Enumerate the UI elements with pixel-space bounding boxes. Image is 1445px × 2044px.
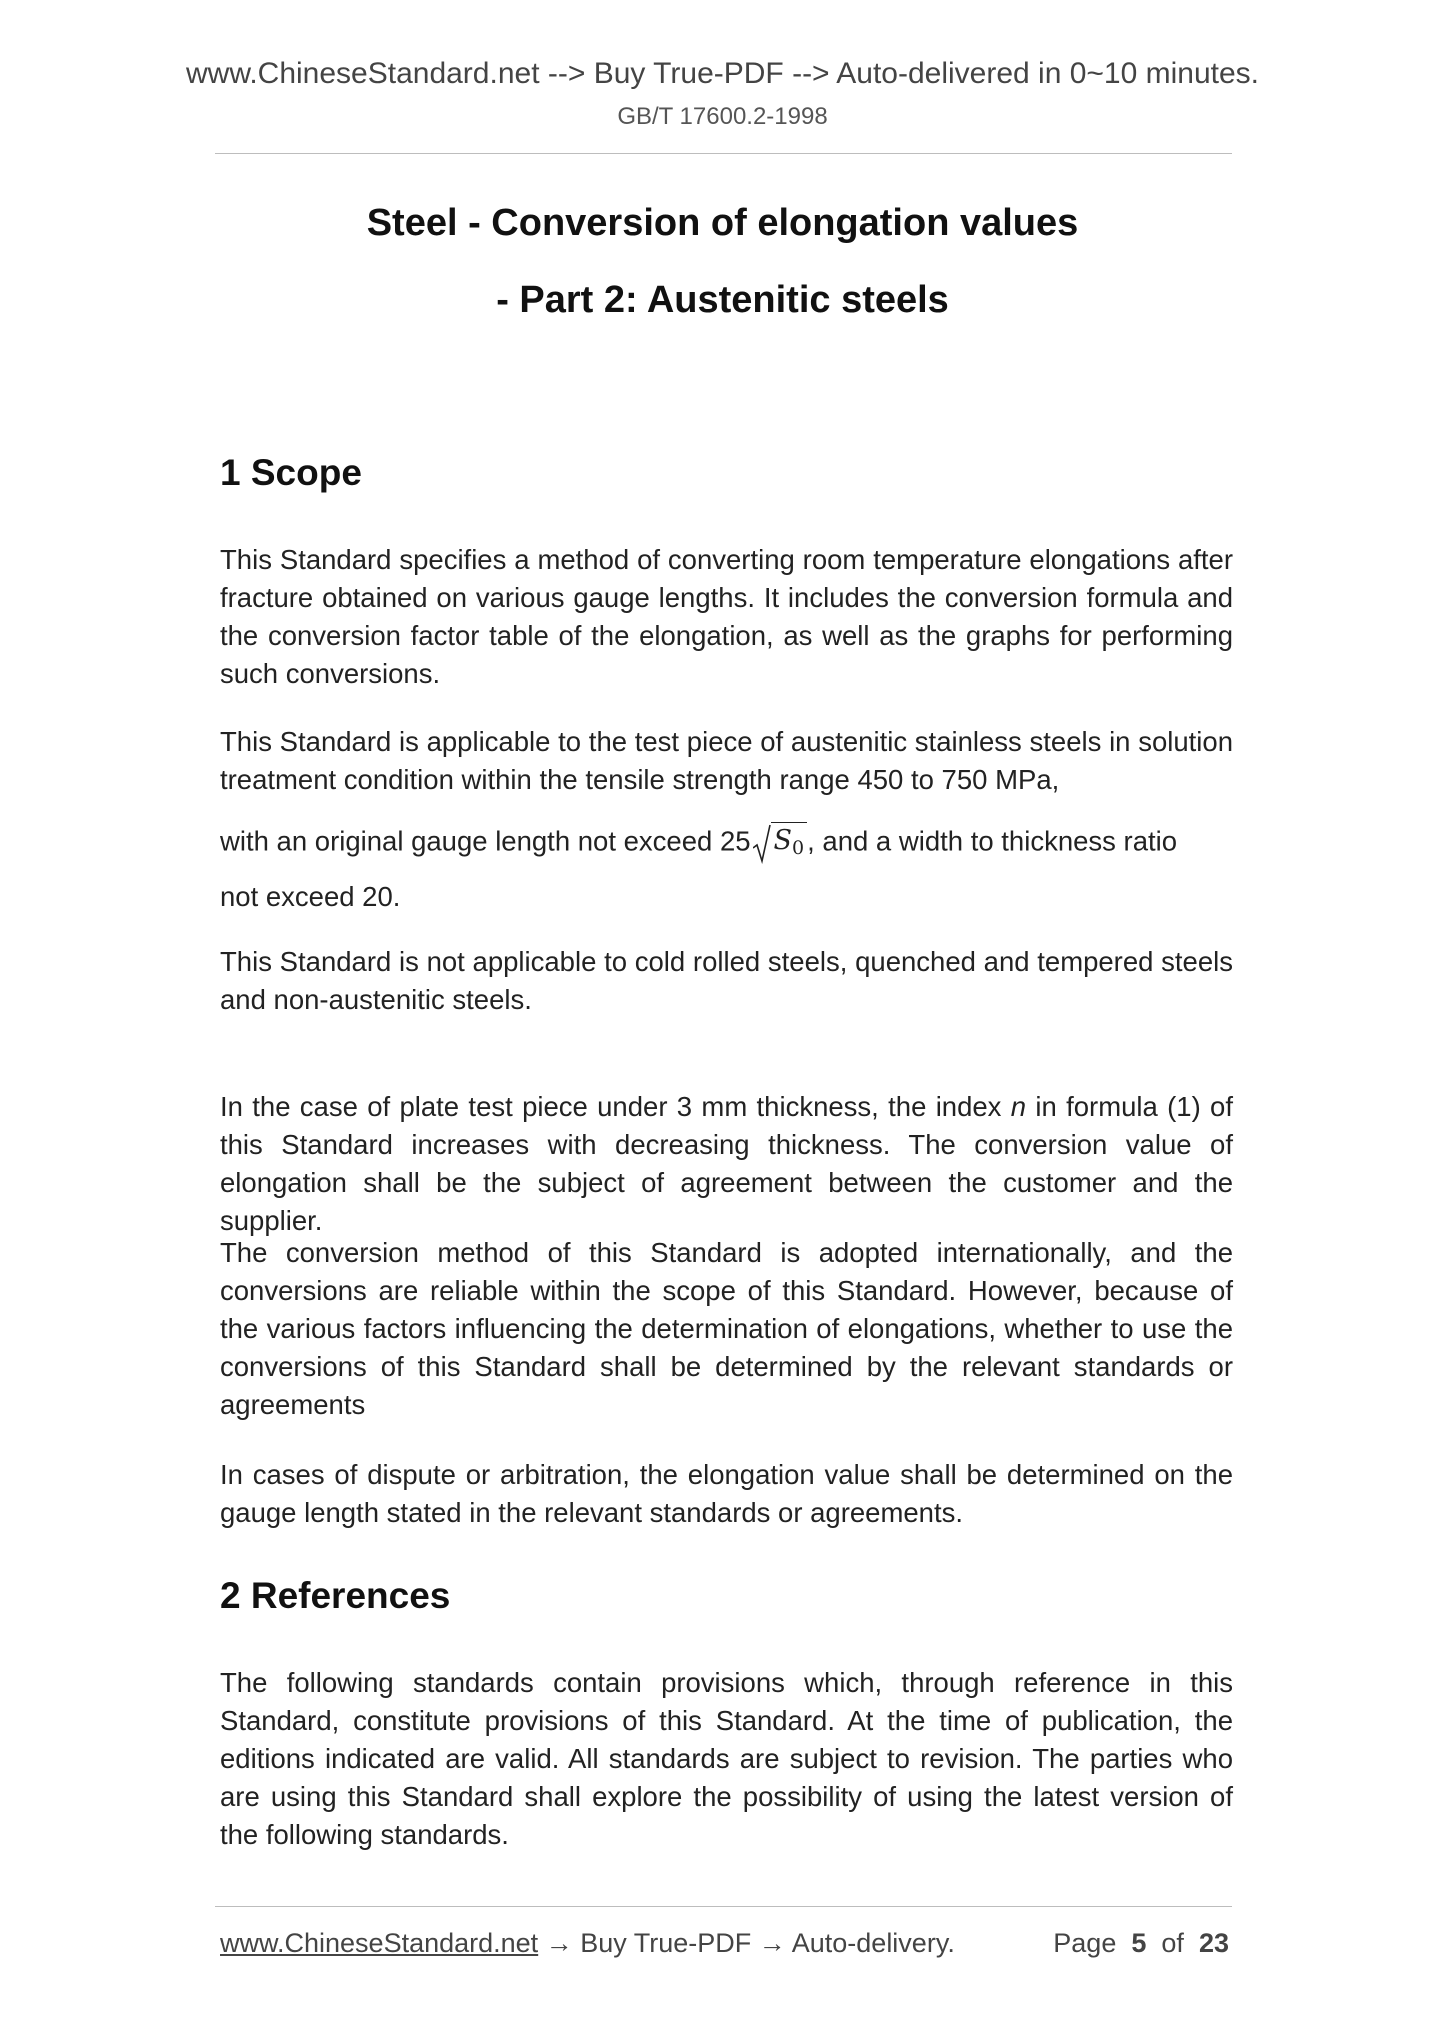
page-total: 23 [1198, 1928, 1229, 1958]
header-divider [215, 153, 1232, 154]
index-variable: n [1010, 1091, 1027, 1122]
scope-paragraph-4-before: In the case of plate test piece under 3 mm thickness, the index [220, 1091, 1011, 1122]
scope-paragraph-3: This Standard is not applicable to cold rolled steels, quenched and tempered steels and non-austenitic steels. [220, 946, 1233, 1015]
scope-paragraph-2 [220, 723, 1233, 799]
footer-divider [215, 1906, 1232, 1907]
document-title-line-2: - Part 2: Austenitic steels [496, 279, 949, 321]
scope-paragraph-4-after: in formula (1) of this Standard increases with decreasing thickness. The conversion value of elongation shall be the subject of agreement between the customer and the supplier. [220, 1091, 1233, 1236]
scope-paragraph-4 [220, 1088, 1233, 1240]
of-label: of [1161, 1928, 1184, 1958]
formula-prefix-text: with an original gauge length not exceed 25 [220, 825, 751, 857]
document-title-line-1: Steel - Conversion of elongation values [366, 202, 1079, 244]
section-heading-references: 2 References [220, 1575, 451, 1616]
formula-symbol: S [773, 825, 793, 856]
radical-sign-icon [753, 824, 771, 864]
scope-paragraph-1: This Standard specifies a method of converting room temperature elongations after fracture obtained on various gauge lengths. It includes the conversion formula and the conversion factor table of the elongation, as well as the graphs for performing such conversions. [220, 544, 1233, 689]
scope-paragraph-2-formula-before-text [220, 822, 1177, 864]
footer-delivery-text: → Buy True-PDF → Auto-delivery. [538, 1928, 955, 1958]
page-number: 5 [1131, 1928, 1147, 1958]
standard-code: GB/T 17600.2-1998 [617, 103, 828, 130]
page-label: Page [1053, 1928, 1117, 1958]
scope-paragraph-2-end: not exceed 20. [220, 881, 401, 912]
footer-left [220, 1926, 955, 1960]
section-heading-scope: 1 Scope [220, 452, 362, 493]
formula-suffix-text: , and a width to thickness ratio [807, 825, 1178, 857]
references-paragraph-1: The following standards contain provisions which, through reference in this Standard, constitute provisions of this Standard. At the time of publication, the editions indicated are valid. All standards are subject to revision. The parties who are using this Standard shall explore the possibility of using the latest version of the following standards. [220, 1667, 1233, 1850]
square-root-formula [753, 822, 808, 864]
formula-subscript: 0 [792, 837, 805, 859]
scope-paragraph-6: In cases of dispute or arbitration, the elongation value shall be determined on the gauge length stated in the relevant standards or agreements. [220, 1459, 1233, 1528]
scope-paragraph-2-start: This Standard is applicable to the test piece of austenitic stainless steels in solution treatment condition within the tensile strength range 450 to 750 MPa, [220, 726, 1233, 795]
scope-paragraph-2-formula-line [220, 813, 1233, 873]
top-banner[interactable]: www.ChineseStandard.net --> Buy True-PDF --> Auto-delivered in 0~10 minutes. [185, 57, 1260, 90]
formula-radicand [771, 822, 808, 864]
footer-page-indicator [1053, 1926, 1229, 1960]
footer-site-link[interactable]: www.ChineseStandard.net [220, 1928, 539, 1958]
scope-paragraph-5: The conversion method of this Standard is adopted internationally, and the conversions are reliable within the scope of this Standard. However, because of the various factors influencing the determination of elongations, whether to use the conversions of this Standard shall be determined by the relevant standards or agreements [220, 1237, 1233, 1420]
